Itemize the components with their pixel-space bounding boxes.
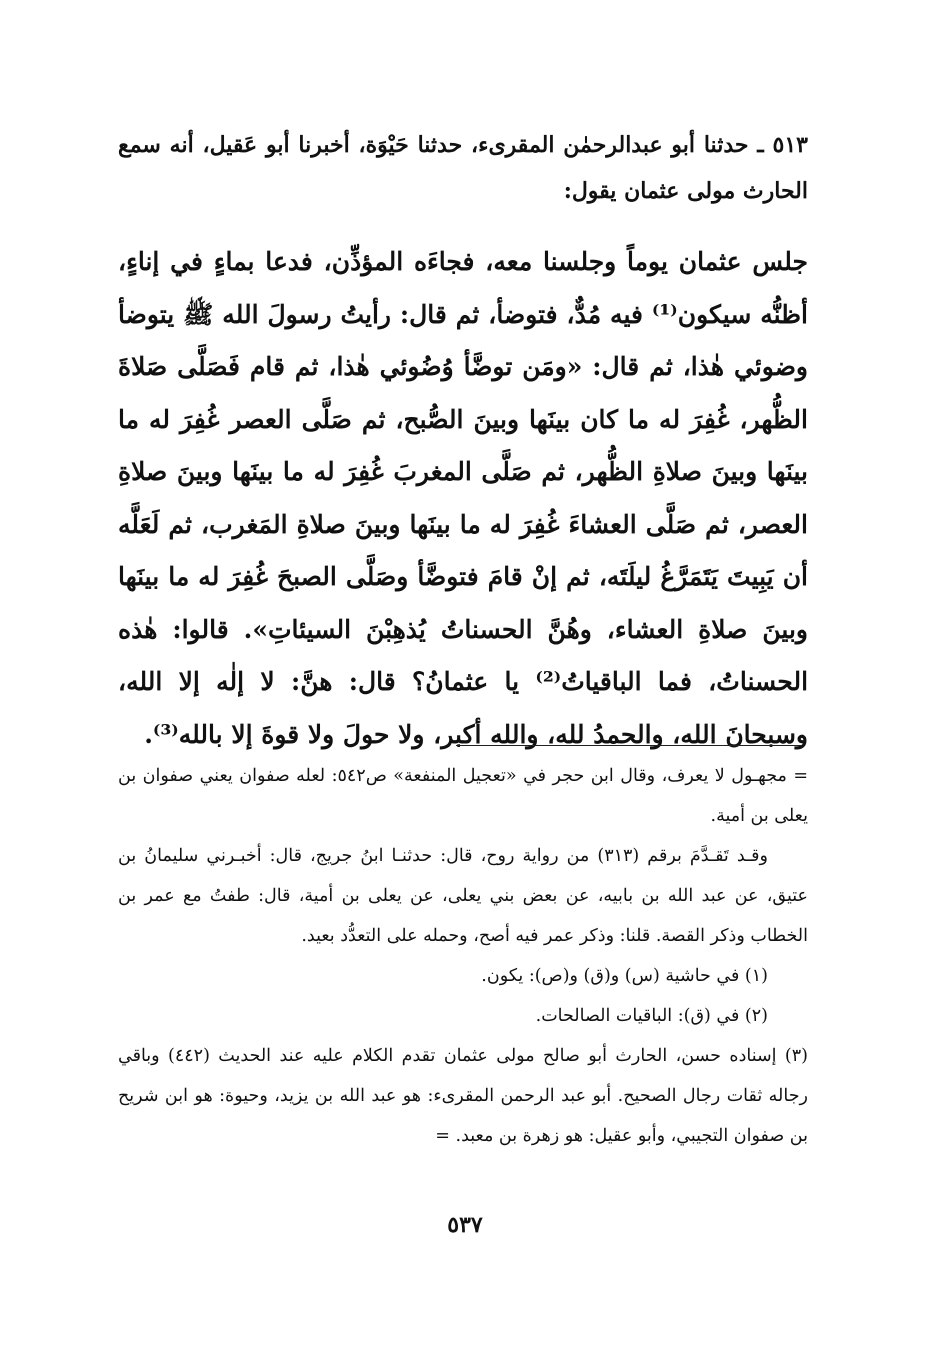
hadith-isnad-block bbox=[118, 122, 808, 214]
hadith-isnad: حدثنا أبو عبدالرحمٰن المقرىء، حدثنا حَيْوَة، أخبرنا أبو عَقيل، أنه سمع الحارث مولى عثمان يقول: bbox=[118, 132, 808, 204]
hadith-matn: جلس عثمان يوماً وجلسنا معه، فجاءَه المؤذِّن، فدعا بماءٍ في إناءٍ، أظنُّه سيكون⁽¹⁾ فيه مُدٌّ، فتوضأ، ثم قال: رأيتُ رسولَ الله ﷺ يتوضأ وضوئي هٰذا، ثم قال: «ومَن توضَّأ وُضُوئي هٰذا، ثم قام فَصَلَّى صَلاةَ الظُّهر، غُفِرَ له ما كان بينَها وبينَ الصُّبح، ثم صَلَّى العصر غُفِرَ له ما بينَها وبينَ صلاةِ الظُّهر، ثم صَلَّى المغربَ غُفِرَ له ما بينَها وبينَ صلاةِ العصر، ثم صَلَّى العشاءَ غُفِرَ له ما بينَها وبينَ صلاةِ المَغرب، ثم لَعَلَّه أن يَبِيتَ يَتَمَرَّغُ ليلَتَه، ثم إنْ قامَ فتوضَّأ وصَلَّى الصبحَ غُفِرَ له ما بينَها وبينَ صلاةِ العشاء، وهُنَّ الحسناتُ يُذهِبْنَ السيئاتِ». قالوا: هٰذه الحسناتُ، فما الباقياتُ⁽²⁾ يا عثمانُ؟ قال: هنَّ: لا إلٰه إلا الله، وسبحانَ الله، والحمدُ لله، والله أكبر، ولا حولَ ولا قوةَ إلا بالله⁽³⁾. bbox=[118, 247, 809, 749]
hadith-number: ٥١٣ bbox=[772, 132, 808, 158]
footnote-separator bbox=[456, 745, 802, 746]
footnotes-section bbox=[118, 756, 808, 1156]
footnote-continuation: = مجهـول لا يعرف، وقال ابن حجر في «تعجيل المنفعة» ص٥٤٢: لعله صفوان يعني صفوان بن يعلى بن أمية. bbox=[118, 766, 808, 826]
hadith-number-dash: ـ bbox=[748, 132, 773, 158]
footnote-item-3: (٣) إسناده حسن، الحارث أبو صالح مولى عثمان تقدم الكلام عليه عند الحديث (٤٤٢) وباقي رجاله ثقات رجال الصحيح. أبو عبد الرحمن المقرىء: هو عبد الله بن يزيد، وحيوة: هو ابن شريح بن صفوان التجيبي، وأبو عقيل: هو زهرة بن معبد. = bbox=[118, 1046, 808, 1146]
footnote-item-1: (١) في حاشية (س) و(ق) و(ص): يكون. bbox=[481, 966, 768, 986]
footnote-paragraph: وقـد تَقـدَّمَ برقم (٣١٣) من رواية روح، قال: حدثنـا ابنُ جريج، قال: أخبـرني سليمانُ بن عتيق، عن عبد الله بن بابيه، عن بعض بني يعلى، عن يعلى بن أمية، قال: طفتُ مع عمر بن الخطاب وذكر القصة. قلنا: وذكر عمر فيه أصح، وحمله على التعدُّد بعيد. bbox=[118, 846, 808, 946]
page-number: ٥٣٧ bbox=[447, 1212, 483, 1238]
footnote-item-2: (٢) في (ق): الباقيات الصالحات. bbox=[535, 1006, 768, 1026]
